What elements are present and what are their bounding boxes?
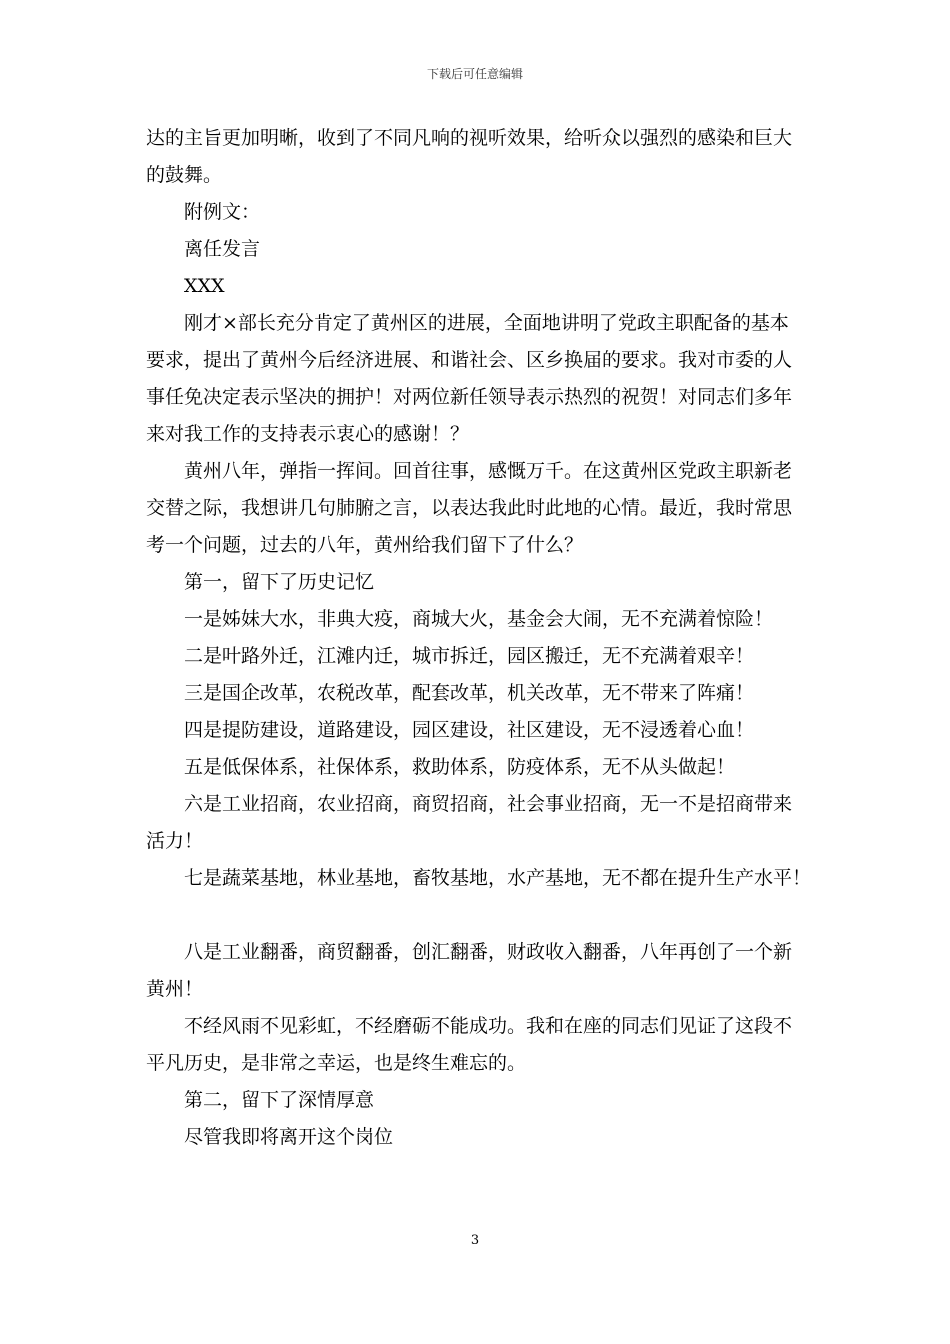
paragraph-closing — [146, 1119, 818, 1156]
text-line: 的鼓舞。 — [146, 164, 223, 186]
paragraph-eight-years-cont — [146, 490, 818, 564]
text-line: 平凡历史，是非常之幸运，也是终生难忘的。 — [146, 1052, 527, 1074]
text-line: 五是低保体系，社保体系，救助体系，防疫体系，无不从头做起！ — [184, 756, 736, 778]
text-line: 第一，留下了历史记忆 — [184, 571, 375, 593]
paragraph-opening-cont — [146, 342, 818, 453]
page-number: 3 — [470, 1233, 480, 1248]
text-line: 活力！ — [146, 830, 204, 852]
text-line: 考一个问题，过去的八年，黄州给我们留下了什么？ — [146, 534, 584, 556]
text-line: XXX — [184, 275, 225, 297]
text-line: 八是工业翻番，商贸翻番，创汇翻番，财政收入翻番，八年再创了一个新 — [184, 941, 793, 963]
list-item — [146, 638, 818, 675]
paragraph-reflection-cont — [146, 1045, 818, 1082]
list-item — [146, 749, 818, 786]
text-line: 黄州八年，弹指一挥间。回首往事，感慨万千。在这黄州区党政主职新老 — [184, 460, 793, 482]
list-item — [146, 712, 818, 749]
text-line: 要求，提出了黄州今后经济进展、和谐社会、区乡换届的要求。我对市委的人 — [146, 349, 793, 371]
text-line: 二是叶路外迁，江滩内迁，城市拆迁，园区搬迁，无不充满着艰辛！ — [184, 645, 755, 667]
text-line: 一是姊妹大水，非典大疫，商城大火，基金会大闹，无不充满着惊险！ — [184, 608, 774, 630]
speech-title — [146, 231, 818, 268]
list-item — [146, 601, 818, 638]
text-line: 达的主旨更加明晰，收到了不同凡响的视听效果，给听众以强烈的感染和巨大 — [146, 127, 793, 149]
list-item-cont — [146, 971, 818, 1008]
list-item-cont — [146, 823, 818, 860]
text-line: 七是蔬菜基地，林业基地，畜牧基地，水产基地，无不都在提升生产水平！ — [184, 867, 812, 889]
paragraph-reflection — [146, 1008, 818, 1045]
text-line: 不经风雨不见彩虹，不经磨砺不能成功。我和在座的同志们见证了这段不 — [184, 1015, 793, 1037]
text-line: 尽管我即将离开这个岗位 — [184, 1126, 394, 1148]
text-line: 六是工业招商，农业招商，商贸招商，社会事业招商，无一不是招商带来 — [184, 793, 793, 815]
text-line: 黄州！ — [146, 978, 204, 1000]
paragraph-opening — [146, 305, 818, 342]
document-body — [146, 120, 818, 1156]
paragraph-eight-years — [146, 453, 818, 490]
section-heading-first — [146, 564, 818, 601]
list-item — [146, 860, 818, 897]
page-header: 下载后可任意编辑 — [426, 67, 523, 81]
text-line: 四是提防建设，道路建设，园区建设，社区建设，无不浸透着心血！ — [184, 719, 755, 741]
text-line: 三是国企改革，农税改革，配套改革，机关改革，无不带来了阵痛！ — [184, 682, 755, 704]
text-line: 刚才×部长充分肯定了黄州区的进展，全面地讲明了党政主职配备的基本 — [184, 312, 789, 334]
speech-author — [146, 268, 818, 305]
text-line: 第二，留下了深情厚意 — [184, 1089, 375, 1111]
text-line: 事任免决定表示坚决的拥护！对两位新任领导表示热烈的祝贺！对同志们多年 — [146, 386, 793, 408]
text-line: 交替之际，我想讲几句肺腑之言，以表达我此时此地的心情。最近，我时常思 — [146, 497, 793, 519]
list-item — [146, 934, 818, 971]
section-heading-second — [146, 1082, 818, 1119]
text-line: 离任发言 — [184, 238, 261, 260]
text-line: 附例文： — [184, 201, 261, 223]
list-item — [146, 786, 818, 823]
blank-line — [146, 897, 818, 934]
paragraph-continuation — [146, 120, 818, 194]
list-item — [146, 675, 818, 712]
text-line: 来对我工作的支持表示衷心的感谢！？ — [146, 423, 470, 445]
paragraph-appendix-label — [146, 194, 818, 231]
